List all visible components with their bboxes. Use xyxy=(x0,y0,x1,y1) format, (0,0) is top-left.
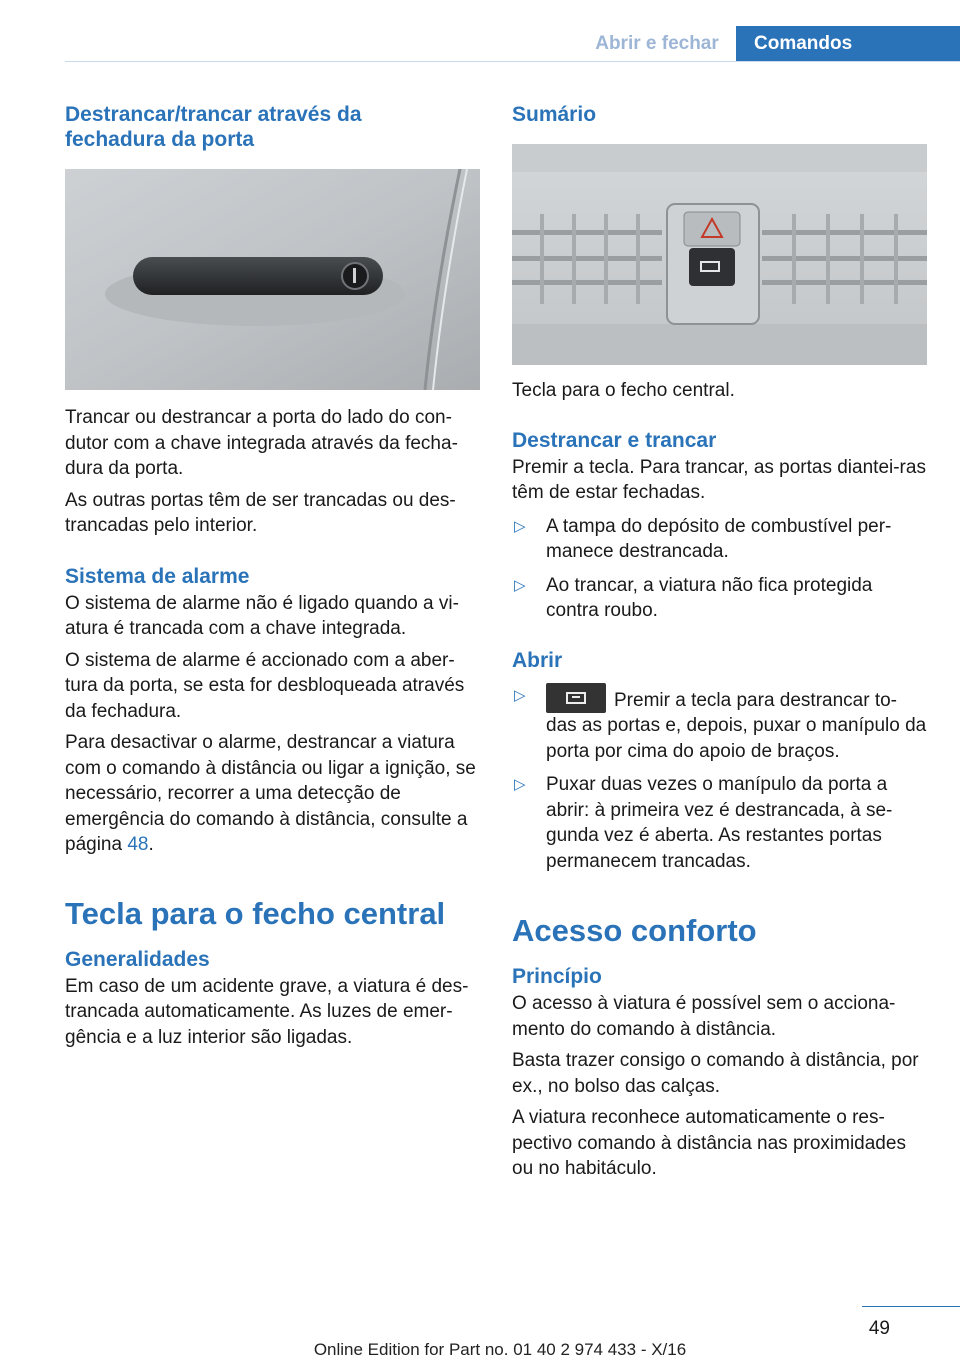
alarm-text-3-end: . xyxy=(148,834,154,855)
heading-general: Generalidades xyxy=(65,947,210,971)
central-lock-key-icon xyxy=(546,683,606,713)
list-item-text: A tampa do depósito de combustível per-manece destrancada. xyxy=(546,515,892,562)
list-item-text: Puxar duas vezes o manípulo da porta a abrir: à primeira vez é destrancada, à se-gunda vez é aberta. As restantes portas permanecem trancadas. xyxy=(546,774,893,872)
alarm-text-1: O sistema de alarme não é ligado quando a vi-atura é trancada com a chave integrada. xyxy=(65,592,459,639)
central-lock-image xyxy=(512,144,927,365)
lock-text-1: Trancar ou destrancar a porta do lado do con-dutor com a chave integrada através da fecha-dura da porta. xyxy=(65,407,458,479)
heading-open: Abrir xyxy=(512,648,563,672)
left-column xyxy=(65,102,480,1050)
figure-caption: Tecla para o fecho central. xyxy=(512,380,735,401)
door-handle-image xyxy=(65,169,480,390)
header-divider xyxy=(65,61,960,62)
section-tab[interactable]: Abrir e fechar xyxy=(595,33,719,54)
list-item-text: Premir a tecla para destrancar to-das as portas e, depois, puxar o manípulo da porta por cima do apoio de braços. xyxy=(546,689,927,762)
heading-door-lock: Destrancar/trancar através da fechadura da porta xyxy=(65,103,362,151)
page-number: 49 xyxy=(868,1318,890,1339)
heading-unlock-lock: Destrancar e trancar xyxy=(512,428,717,452)
triangle-bullet-icon: ▷ xyxy=(514,517,526,535)
triangle-bullet-icon: ▷ xyxy=(514,686,526,704)
footer-divider xyxy=(862,1306,960,1307)
lock-text-2: As outras portas têm de ser trancadas ou des-trancadas pelo interior. xyxy=(65,489,456,536)
heading-comfort-access: Acesso conforto xyxy=(512,913,757,948)
edition-note: Online Edition for Part no. 01 40 2 974 433 - X/16 xyxy=(313,1340,687,1359)
list-item xyxy=(512,683,927,765)
heading-principle: Princípio xyxy=(512,965,602,988)
heading-central-lock: Tecla para o fecho central xyxy=(65,895,446,931)
unlock-list xyxy=(512,514,927,624)
general-text: Em caso de um acidente grave, a viatura é des-trancada automaticamente. As luzes de emer-gência e a luz interior são ligadas. xyxy=(65,975,469,1048)
principle-text-1: O acesso à viatura é possível sem o acciona-mento do comando à distância. xyxy=(512,993,896,1040)
list-item xyxy=(512,772,927,874)
triangle-bullet-icon: ▷ xyxy=(514,776,526,793)
alarm-text-3 xyxy=(65,730,480,858)
alarm-text-2: O sistema de alarme é accionado com a aber-tura da porta, se esta for desbloqueada através da fechadura. xyxy=(65,649,465,722)
open-list xyxy=(512,683,927,875)
triangle-bullet-icon: ▷ xyxy=(514,576,526,594)
door-handle-illustration xyxy=(65,169,480,390)
unlock-text: Premir a tecla. Para trancar, as portas diantei-ras têm de estar fechadas. xyxy=(512,456,926,503)
principle-text-3: A viatura reconhece automaticamente o res-pectivo comando à distância nas proximidades ou no habitáculo. xyxy=(512,1107,906,1179)
right-column xyxy=(512,102,927,1182)
heading-summary: Sumário xyxy=(512,103,597,126)
list-item xyxy=(512,514,927,565)
page-link-48[interactable]: 48 xyxy=(127,834,149,855)
list-item xyxy=(512,573,927,624)
principle-text-2: Basta trazer consigo o comando à distância, por ex., no bolso das calças. xyxy=(512,1050,919,1097)
list-item-text: Ao trancar, a viatura não fica protegida contra roubo. xyxy=(546,574,873,621)
chapter-tab[interactable]: Comandos xyxy=(736,26,960,62)
central-lock-illustration xyxy=(512,144,927,365)
heading-alarm: Sistema de alarme xyxy=(65,564,250,588)
alarm-text-3-body: Para desactivar o alarme, destrancar a viatura com o comando à distância ou ligar a ignição, se necessário, recorrer a uma detecção de emergência do comando à distância, consulte a página xyxy=(65,732,476,855)
